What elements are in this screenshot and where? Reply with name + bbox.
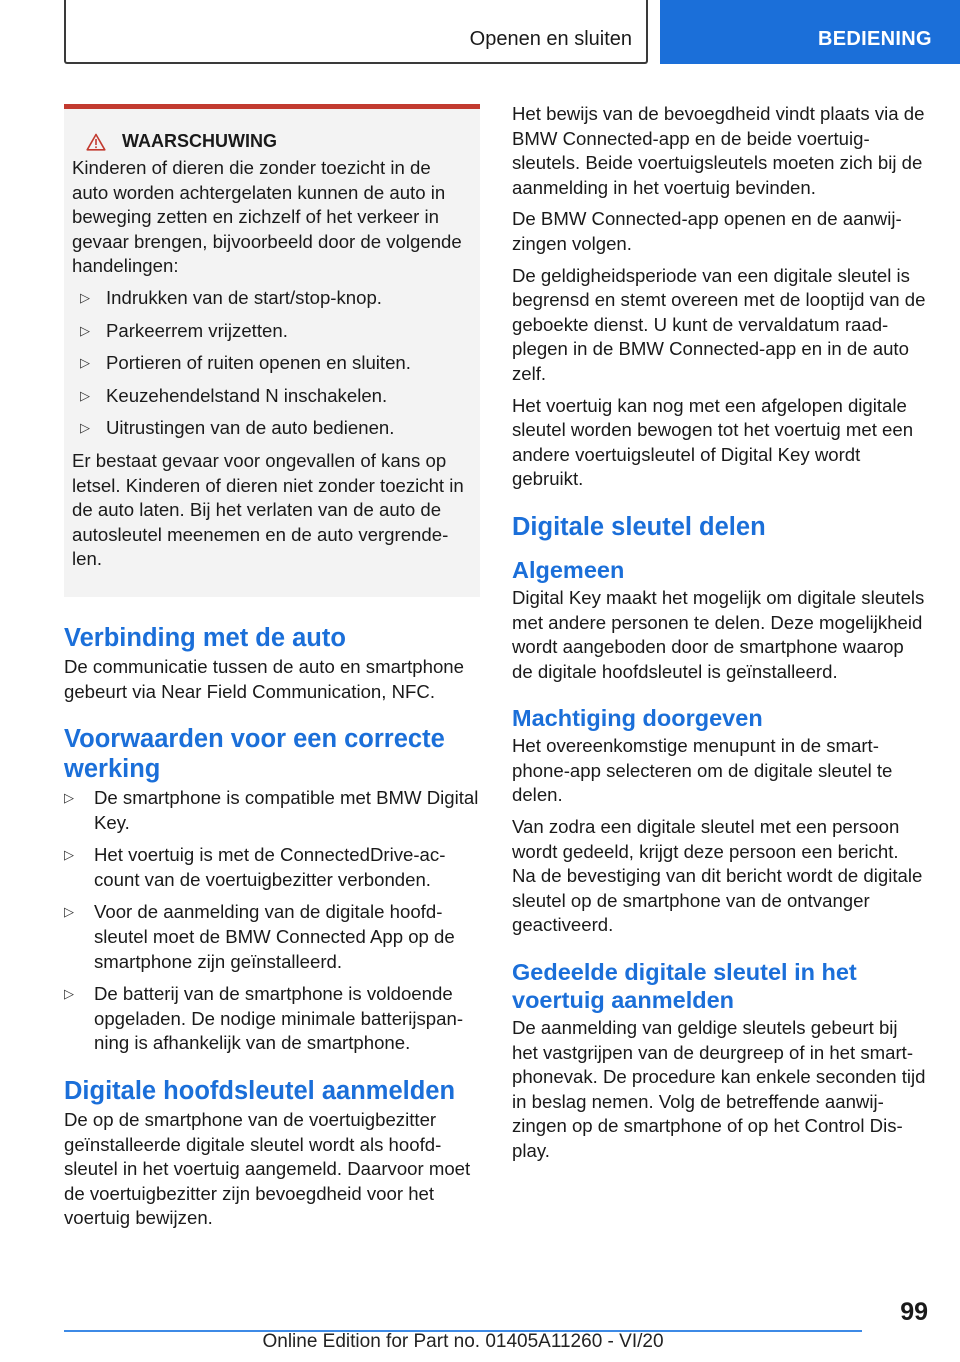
chapter-title: Openen en sluiten (469, 28, 632, 50)
section-tab: BEDIENING (660, 0, 960, 64)
authorization-body-2: Van zodra een digitale sleutel met een persoon wordt gedeeld, krijgt deze persoon een bericht. Na de bevestiging van dit bericht wordt de digitale sleutel op de smartphone van de ontvanger geactiveerd. (512, 816, 923, 936)
bullet-triangle-icon: ▷ (80, 387, 90, 403)
warning-triangle-icon (86, 133, 106, 151)
warning-intro: Kinderen of dieren die zonder toezicht in de auto worden achtergelaten kunnen de auto in beweging zetten en zichzelf of het verkeer in gevaar brengen, bijvoorbeeld door de volgende handelingen: (72, 157, 462, 277)
warning-heading (72, 131, 472, 152)
warning-list (72, 286, 472, 441)
bullet-triangle-icon: ▷ (80, 355, 90, 371)
header-chapter-box (64, 0, 648, 64)
bullet-triangle-icon: ▷ (64, 904, 74, 920)
general-body: Digital Key maakt het mogelijk om digitale sleutels met andere personen te delen. Deze mogelijkheid wordt aangeboden door de smartphone waarop de digitale hoofdsleutel is geïnstalleerd. (512, 586, 925, 682)
paragraph: De BMW Connected-app openen en de aanwijzingen volgen. (512, 208, 902, 254)
list-item: ▷ Indrukken van de start/stop-knop. (72, 286, 472, 311)
register-main-body: De op de smartphone van de voertuigbezitter geïnstalleerde digitale sleutel wordt als hoofdsleutel in het voertuig aangemeld. Daarvoor moet de voertuigbezitter zijn bevoegdheid voor het voertuig bewijzen. (64, 1109, 471, 1229)
heading-connection: Verbinding met de auto (64, 623, 346, 652)
list-item: ▷ Uitrustingen van de auto bedienen. (72, 416, 472, 441)
page-number: 99 (900, 1298, 928, 1326)
list-item: ▷ De smartphone is compatible met BMW Digital Key. (64, 787, 479, 833)
bullet-triangle-icon: ▷ (80, 420, 90, 436)
list-item: ▷ De batterij van de smartphone is voldoende opgeladen. De nodige minimale batterijspanning is afhankelijk van de smartphone. (64, 983, 464, 1054)
bullet-triangle-icon: ▷ (64, 790, 74, 806)
heading-authorization: Machtiging doorgeven (512, 705, 763, 732)
paragraph: De geldigheidsperiode van een digitale sleutel is begrensd en stemt overeen met de looptijd van de geboekte dienst. U kunt de vervaldatum raadplegen in de BMW Connected-app en in de auto zelf. (512, 264, 926, 384)
bullet-triangle-icon: ▷ (64, 986, 74, 1002)
left-column (64, 104, 480, 1238)
list-item: ▷ Voor de aanmelding van de digitale hoofdsleutel moet de BMW Connected App op de smartphone zijn geïnstalleerd. (64, 901, 455, 972)
list-item: ▷ Parkeerrem vrijzetten. (72, 319, 472, 344)
requirements-list (64, 786, 480, 1056)
heading-general: Algemeen (512, 556, 625, 583)
paragraph: Het voertuig kan nog met een afgelopen digitale sleutel worden bewogen tot het voertuig met een andere voertuigsleutel of Digital Key wordt gebruikt. (512, 394, 914, 490)
bullet-triangle-icon: ▷ (80, 322, 90, 338)
bullet-triangle-icon: ▷ (80, 289, 90, 305)
warning-title: WAARSCHUWING (122, 131, 277, 151)
shared-key-body: De aanmelding van geldige sleutels gebeurt bij het vastgrijpen van de deurgreep of in het smartphonevak. De procedure kan enkele seconden tijd in beslag nemen. Volg de betreffende aanwijzingen op de smartphone of op het Control Display. (512, 1017, 926, 1161)
heading-requirements: Voorwaarden voor een correcte werking (64, 725, 445, 784)
list-item: ▷ Keuzehendelstand N inschakelen. (72, 384, 472, 409)
list-item: ▷ Portieren of ruiten openen en sluiten. (72, 351, 472, 376)
list-item: ▷ Het voertuig is met de ConnectedDrive-account van de voertuigbezitter verbonden. (64, 844, 446, 890)
heading-share-key: Digitale sleutel delen (512, 512, 766, 541)
authorization-body-1: Het overeenkomstige menupunt in de smartphone-app selecteren om de digitale sleutel te delen. (512, 735, 893, 806)
warning-box (64, 104, 480, 597)
warning-outro: Er bestaat gevaar voor ongevallen of kans op letsel. Kinderen of dieren niet zonder toezicht in de auto laten. Bij het verlaten van de auto de autosleutel meenemen en de auto vergrendelen. (72, 449, 464, 570)
connection-body: De communicatie tussen de auto en smartphone gebeurt via Near Field Communication, NFC. (64, 655, 464, 702)
heading-register-main-key: Digitale hoofdsleutel aanmelden (64, 1077, 456, 1106)
footer-edition: Online Edition for Part no. 01405A11260 - VI/20 (262, 1331, 664, 1352)
paragraph: Het bewijs van de bevoegdheid vindt plaats via de BMW Connected-app en de beide voertuigsleutels. Beide voertuigsleutels moeten zich bij de aanmelding in het voertuig bevinden. (512, 103, 925, 198)
heading-shared-key-register: Gedeelde digitale sleutel in het voertuig aanmelden (512, 959, 857, 1014)
right-column (512, 102, 926, 1171)
bullet-triangle-icon: ▷ (64, 847, 74, 863)
